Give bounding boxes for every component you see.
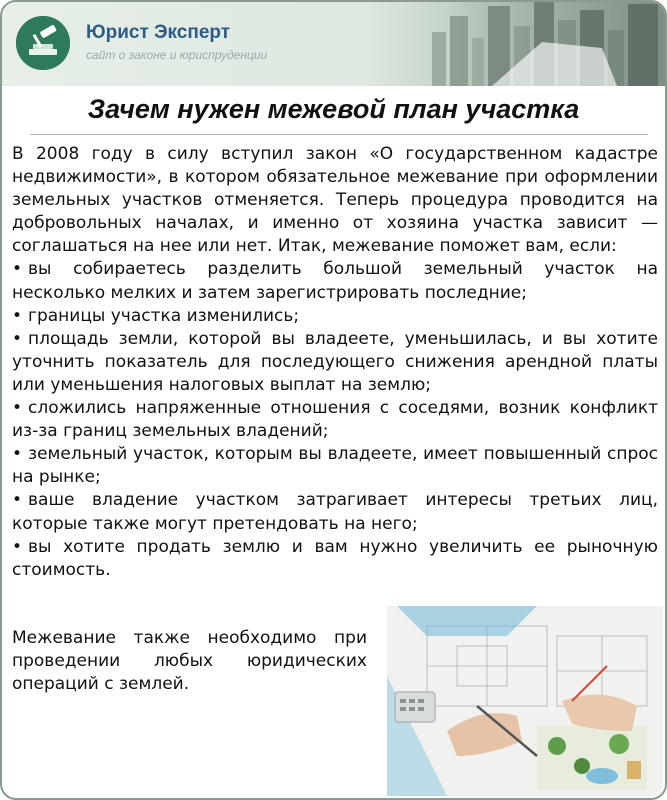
site-tagline: сайт о законе и юриспруденции [86,48,268,62]
gavel-scales-icon [16,16,70,70]
article-body [12,143,658,582]
list-item-text: площадь земли, которой вы владеете, уменьшилась, и вы хотите уточнить показатель для последующего снижения арендной платы или уменьшения налоговых выплат на землю; [12,328,658,395]
conditions-list [12,258,658,581]
list-item-text: земельный участок, которым вы владеете, имеет повышенный спрос на рынке; [12,444,658,488]
bullet-icon: • [12,305,23,326]
list-item-text: вы собираетесь разделить большой земельный участок на несколько мелких и затем зарегистрировать последние; [12,259,658,303]
list-item [12,305,658,328]
bullet-icon: • [12,259,23,280]
list-item-text: ваше владение участком затрагивает интересы третьих лиц, которые также могут претендовать на него; [12,490,658,534]
article-intro: В 2008 году в силу вступил закон «О государственном кадастре недвижимости», в котором обязательное межевание при оформлении земельных участков отменяется. Теперь процедура проводится на добровольных началах, и именно от хозяина участка зависит — соглашаться на нее или нет. Итак, межевание поможет вам, если: [12,144,658,257]
list-item-text: вы хотите продать землю и вам нужно увеличить ее рыночную стоимость. [12,536,658,580]
header-skyline-image [402,2,665,86]
list-item [12,258,658,304]
list-item-text: сложились напряженные отношения с соседями, возник конфликт из-за границ земельных владений; [12,398,658,442]
article-closing: Межевание также необходимо при проведении любых юридических операций с землей. [12,628,367,695]
list-item-text: границы участка изменились; [28,305,300,326]
bullet-icon: • [12,328,23,349]
list-item [12,397,658,443]
site-logo[interactable] [16,16,70,70]
list-item [12,536,658,582]
list-item [12,489,658,535]
bullet-icon: • [12,536,23,557]
bullet-icon: • [12,398,23,419]
site-name[interactable]: Юрист Эксперт [86,22,231,43]
title-divider [30,134,648,135]
list-item [12,443,658,489]
list-item [12,328,658,397]
article-title: Зачем нужен межевой план участка [87,94,580,124]
blueprint-photo [387,606,663,796]
site-header [2,2,665,86]
bullet-icon: • [12,490,23,511]
bullet-icon: • [12,444,23,465]
